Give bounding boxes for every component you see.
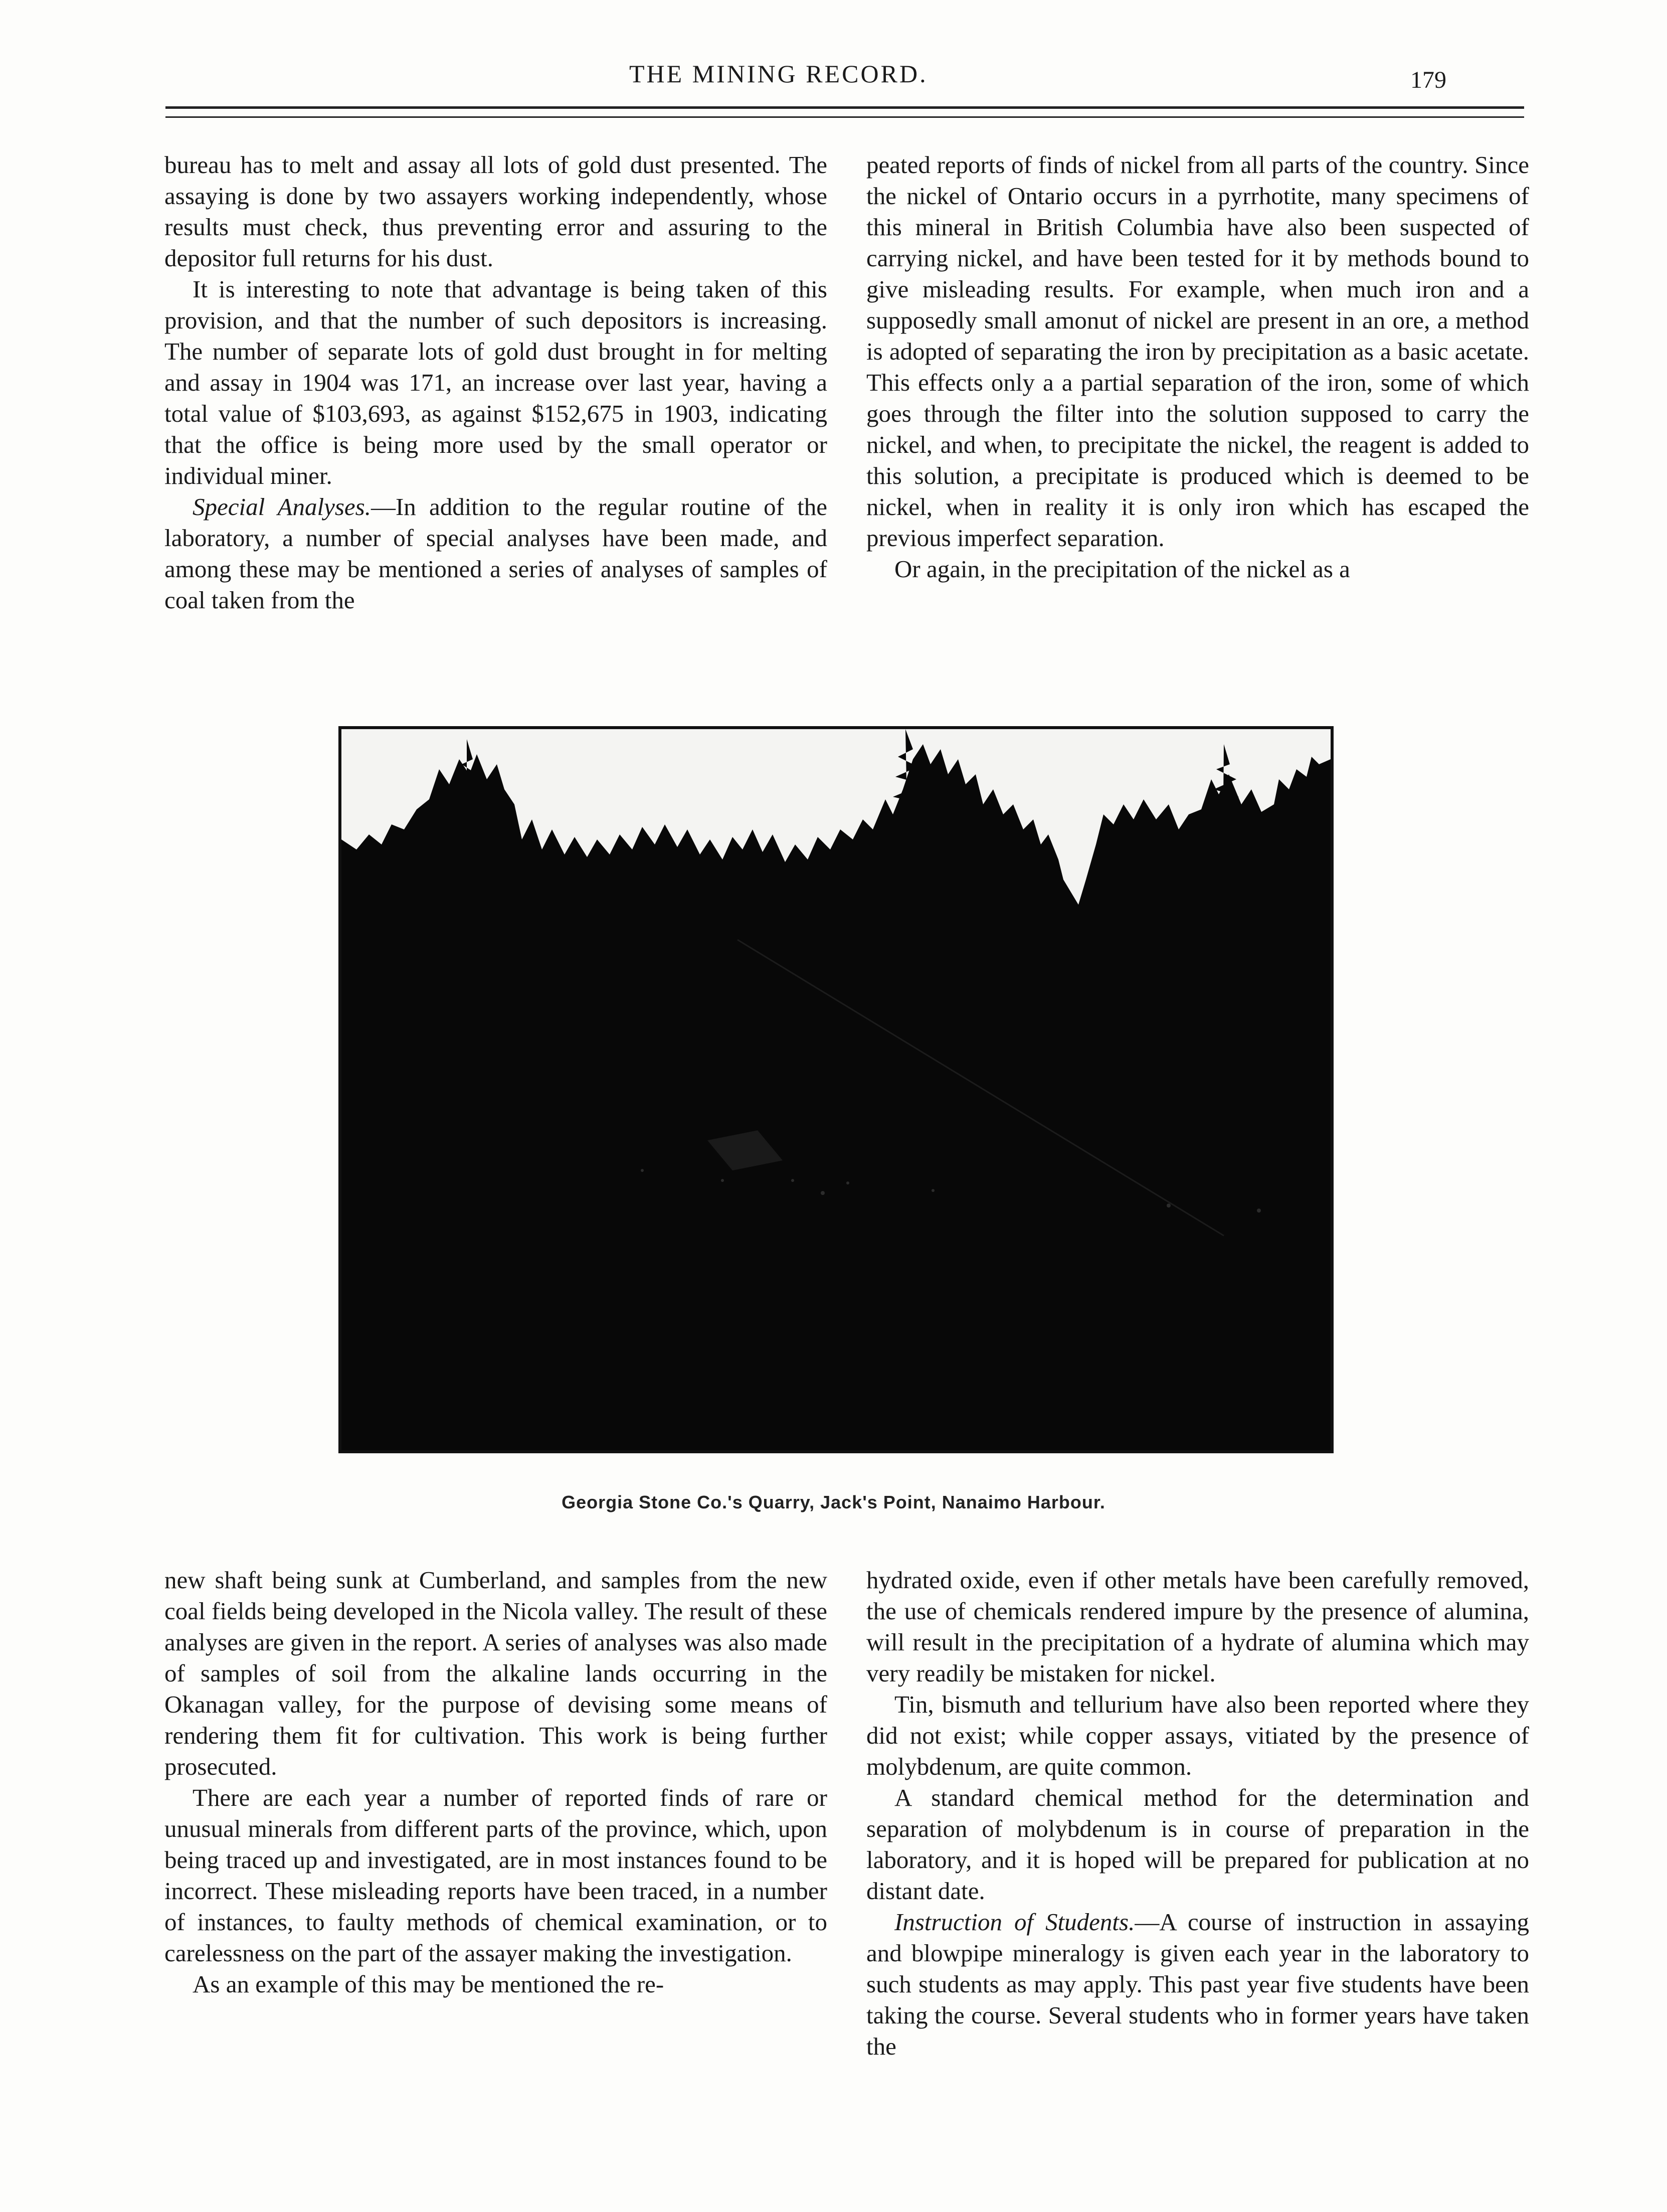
photo-image xyxy=(341,729,1331,1450)
column-top-right xyxy=(866,149,1529,585)
paragraph xyxy=(164,491,827,616)
quarry-photograph xyxy=(338,726,1334,1453)
paragraph xyxy=(866,1907,1529,2062)
column-top-left xyxy=(164,149,827,616)
section-lead: Special Analyses. xyxy=(193,493,371,521)
paragraph: peated reports of finds of nickel from all parts of the country. Since the nickel of Ontario occurs in a pyrrhotite, many specimens of this mineral in British Columbia have also been suspected of carrying nickel, and have been tested for it by methods bound to give misleading results. For example, when much iron and a supposedly small amonut of nickel are present in an ore, a method is adopted of separating the iron by precipitation as a basic acetate. This effects only a a partial separation of the iron, some of which goes through the filter into the solution supposed to carry the nickel, and when, to precipitate the nickel, the reagent is added to this solution, a precipitate is produced which is deemed to be nickel, when in reality it is only iron which has escaped the previous imperfect separation. xyxy=(866,151,1529,552)
paragraph: Or again, in the precipitation of the nickel as a xyxy=(894,555,1350,583)
header-rule-top xyxy=(165,106,1524,109)
section-lead: Instruction of Students. xyxy=(894,1908,1135,1936)
running-head: THE MINING RECORD. xyxy=(629,60,928,88)
paragraph: new shaft being sunk at Cumberland, and samples from the new coal fields being developed in the Nicola valley. The result of these analyses are given in the report. A series of analyses was also made of samples of soil from the alkaline lands occurring in the Okanagan valley, for the purpose of devising some means of rendering them fit for cultivation. This work is being further prosecuted. xyxy=(164,1566,827,1780)
column-bottom-left xyxy=(164,1565,827,2000)
paragraph: There are each year a number of reported finds of rare or unusual minerals from different parts of the province, which, upon being traced up and investigated, are in most instances found to be incorrect. These misleading reports have been traced, in a number of instances, to faulty methods of chemical examination, or to carelessness on the part of the assayer making the investigation. xyxy=(164,1784,827,1967)
paragraph: hydrated oxide, even if other metals have been carefully removed, the use of chemicals rendered impure by the presence of alumina, will result in the precipitation of a hydrate of alumina which may very readily be mistaken for nickel. xyxy=(866,1566,1529,1687)
header-rule-bottom xyxy=(165,116,1524,118)
paragraph: As an example of this may be mentioned the re- xyxy=(193,1970,664,1998)
paragraph-body: —In addition to the regular routine of the laboratory, a number of special analyses have been made, and among these may be mentioned a series of analyses of samples of coal taken from the xyxy=(164,493,827,614)
paragraph: bureau has to melt and assay all lots of gold dust presented. The assaying is done by two assayers working independently, whose results must check, thus preventing error and assuring to the depositor full returns for his dust. xyxy=(164,151,827,272)
page-number: 179 xyxy=(1410,67,1446,93)
paragraph: Tin, bismuth and tellurium have also been reported where they did not exist; while copper assays, vitiated by the presence of molybdenum, are quite common. xyxy=(866,1690,1529,1780)
column-bottom-right xyxy=(866,1565,1529,2062)
paragraph-body: —A course of instruction in assaying and blowpipe mineralogy is given each year in the laboratory to such students as may apply. This past year five students have been taking the course. Several students who in former years have taken the xyxy=(866,1908,1529,2060)
paragraph: A standard chemical method for the determination and separation of molybdenum is in course of preparation in the laboratory, and it is hoped will be prepared for publication at no distant date. xyxy=(866,1784,1529,1905)
paragraph: It is interesting to note that advantage is being taken of this provision, and that the number of such depositors is increasing. The number of separate lots of gold dust brought in for melting and assay in 1904 was 171, an increase over last year, having a total value of $103,693, as against $152,675 in 1903, indicating that the office is being more used by the small operator or individual miner. xyxy=(164,275,827,489)
figure-caption: Georgia Stone Co.'s Quarry, Jack's Point, Nanaimo Harbour. xyxy=(562,1492,1105,1512)
